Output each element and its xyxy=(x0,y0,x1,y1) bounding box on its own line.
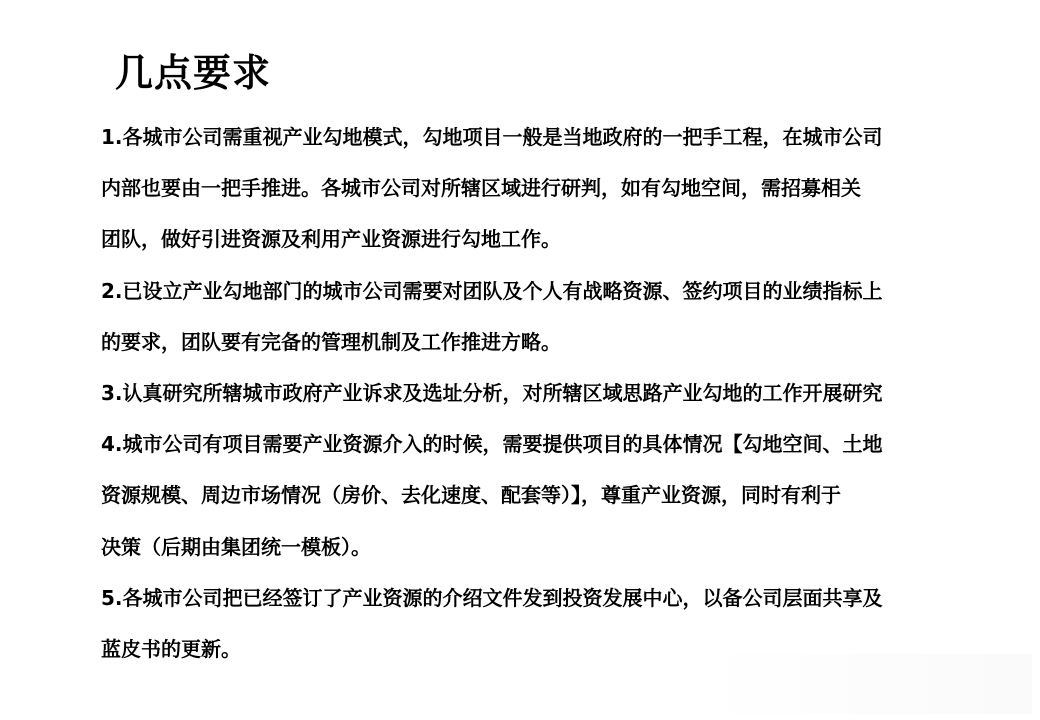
text-line: 的要求，团队要有完备的管理机制及工作推进方略。 xyxy=(101,329,561,354)
requirements-body xyxy=(101,112,941,675)
text-line: 1.各城市公司需重视产业勾地模式，勾地项目一般是当地政府的一把手工程，在城市公司 xyxy=(101,125,883,149)
page-title: 几点要求 xyxy=(115,51,272,95)
text-line: 资源规模、周边市场情况（房价、去化速度、配套等）】，尊重产业资源，同时有利于 xyxy=(101,483,841,508)
text-line: 蓝皮书的更新。 xyxy=(101,636,241,661)
text-line: 3.认真研究所辖城市政府产业诉求及选址分析，对所辖区域思路产业勾地的工作开展研究 xyxy=(101,380,883,405)
text-line: 团队，做好引进资源及利用产业资源进行勾地工作。 xyxy=(101,227,561,252)
text-line: 4.城市公司有项目需要产业资源介入的时候，需要提供项目的具体情况【勾地空间、土地 xyxy=(101,432,883,457)
text-line: 内部也要由一把手推进。各城市公司对所辖区域进行研判，如有勾地空间，需招募相关 xyxy=(101,176,861,201)
text-line: 5.各城市公司把已经签订了产业资源的介绍文件发到投资发展中心，以备公司层面共享及 xyxy=(101,585,883,610)
text-line: 决策（后期由集团统一模板）。 xyxy=(101,534,371,559)
text-line: 2.已设立产业勾地部门的城市公司需要对团队及个人有战略资源、签约项目的业绩指标上 xyxy=(101,278,883,303)
